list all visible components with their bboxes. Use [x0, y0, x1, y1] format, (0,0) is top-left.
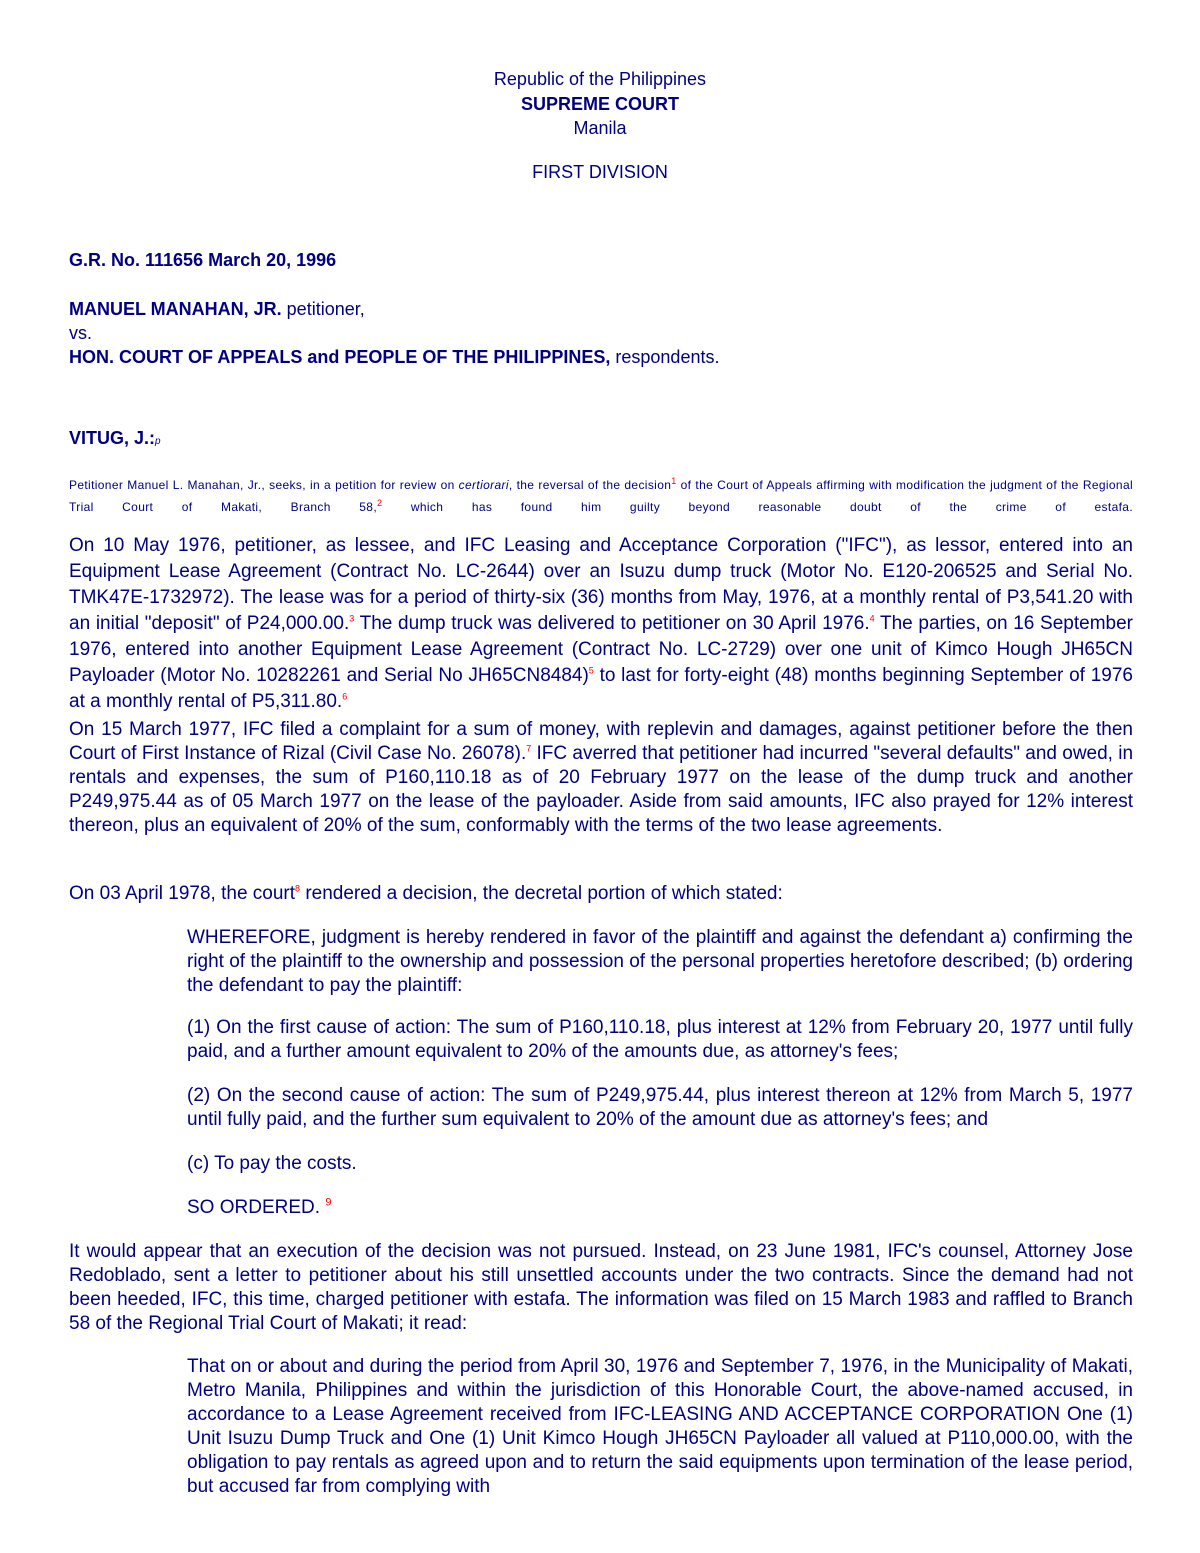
petitioner-line: [69, 297, 1133, 321]
republic-line: Republic of the Philippines: [493, 69, 707, 89]
decision-item-3: (c) To pay the costs.: [187, 1153, 357, 1174]
paragraph-1: On 10 May 1976, petitioner, as lessee, and IFC Leasing and Acceptance Corporation ("IFC"), as lessor, entered into an Equipment Lease Agreement (Contract No. LC-2644) over an Isuzu dump truck (Motor No. E120-206525 and Serial No. TMK47E-1732972). The lease was for a period of thirty-six (36) months from May, 1976, at a monthly rental of P3,541.20 with an initial "deposit" of P24,000.00.$^3$ The dump truck was delivered to petitioner on 30 April 1976.$^4$ The parties, on 16 September 1976, entered into another Equipment Lease Agreement (Contract No. LC-2729) over one unit of Kimco Hough JH65CN Payloader (Motor No. 10282261 and Serial No JH65CN8484)$^5$ to last for forty-eight (48) months beginning September of 1976 at a monthly rental of P5,311.80.$^6$: [69, 535, 1133, 712]
division-name: FIRST DIVISION: [532, 162, 668, 182]
case-parties: [69, 297, 1133, 369]
court-name: SUPREME COURT: [520, 94, 679, 114]
versus: vs.: [69, 323, 93, 343]
intro-paragraph: Petitioner Manuel L. Manahan, Jr., seeks, in a petition for review on certiorari, the reversal of the decision$^1$ of the Court of Appeals affirming with modification the judgment of the Regional Trial Court of Makati, Branch 58,$^2$ which has found him guilty beyond reasonable doubt of the crime of estafa.: [69, 476, 1133, 514]
ponente-name: VITUG, J.:: [69, 428, 156, 448]
petitioner-name: MANUEL MANAHAN, JR.: [69, 299, 282, 319]
footnote-3[interactable]: 3: [349, 613, 355, 624]
footnote-5[interactable]: 5: [588, 665, 594, 676]
footnote-6[interactable]: 6: [342, 691, 348, 702]
respondent-name: HON. COURT OF APPEALS and PEOPLE OF THE PHILIPPINES,: [69, 347, 611, 367]
footnote-1[interactable]: 1: [671, 476, 677, 486]
respondent-line: [69, 345, 1133, 369]
footnote-8[interactable]: 8: [295, 883, 301, 894]
decision-so-ordered: SO ORDERED. $^9$: [187, 1196, 332, 1218]
decision-item-1: (1) On the first cause of action: The sum of P160,110.18, plus interest at 12% from February 20, 1977 until fully paid, and a further amount equivalent to 20% of the amounts due, as attorney's fees;: [187, 1017, 1133, 1062]
footnote-9[interactable]: 9: [325, 1196, 332, 1209]
information-quote: That on or about and during the period from April 30, 1976 and September 7, 1976, in the Municipality of Makati, Metro Manila, Philippines and within the jurisdiction of this Honorable Court, the above-named accused, in accordance to a Lease Agreement received from IFC-LEASING AND ACCEPTANCE CORPORATION One (1) Unit Isuzu Dump Truck and One (1) Unit Kimco Hough JH65CN Payloader all valued at P110,000.00, with the obligation to pay rentals as agreed upon and to return the said equipments upon termination of the lease period, but accused far from complying with: [187, 1356, 1133, 1497]
certiorari-term: certiorari: [458, 478, 509, 492]
paragraph-4: It would appear that an execution of the decision was not pursued. Instead, on 23 June 1981, IFC's counsel, Attorney Jose Redoblado, sent a letter to petitioner about his still unsettled accounts under the two contracts. Since the demand had not been heeded, IFC, this time, charged petitioner with estafa. The information was filed on 15 March 1983 and raffled to Branch 58 of the Regional Trial Court of Makati; it read:: [69, 1241, 1133, 1334]
ponente: [69, 428, 1133, 449]
petitioner-role: petitioner,: [281, 299, 365, 319]
footnote-2[interactable]: 2: [377, 498, 383, 508]
footnote-7[interactable]: 7: [526, 743, 532, 754]
court-city: Manila: [573, 118, 627, 138]
case-number: G.R. No. 111656 March 20, 1996: [69, 250, 337, 270]
paragraph-2: On 15 March 1977, IFC filed a complaint for a sum of money, with replevin and damages, against petitioner before the then Court of First Instance of Rizal (Civil Case No. 26078).$^7$ IFC averred that petitioner had incurred "several defaults" and owed, in rentals and expenses, the sum of P160,110.18 as of 20 February 1977 on the lease of the dump truck and another P249,975.44 as of 05 March 1977 on the lease of the payloader. Aside from said amounts, IFC also prayed for 12% interest thereon, plus an equivalent of 20% of the sum, conformably with the terms of the two lease agreements.: [69, 719, 1134, 836]
paragraph-3: On 03 April 1978, the court$^8$ rendered a decision, the decretal portion of which stated:: [69, 883, 783, 904]
decision-item-2: (2) On the second cause of action: The sum of P249,975.44, plus interest thereon at 12% from March 5, 1977 until fully paid, and the further sum equivalent to 20% of the amount due as attorney's fees; and: [187, 1085, 1133, 1130]
ponente-mark: p: [155, 436, 161, 447]
respondent-role: respondents.: [610, 347, 720, 367]
decision-wherefore: WHEREFORE, judgment is hereby rendered in favor of the plaintiff and against the defendant a) confirming the right of the plaintiff to the ownership and possession of the personal properties heretofore described; (b) ordering the defendant to pay the plaintiff:: [187, 927, 1133, 996]
footnote-4[interactable]: 4: [869, 613, 875, 624]
